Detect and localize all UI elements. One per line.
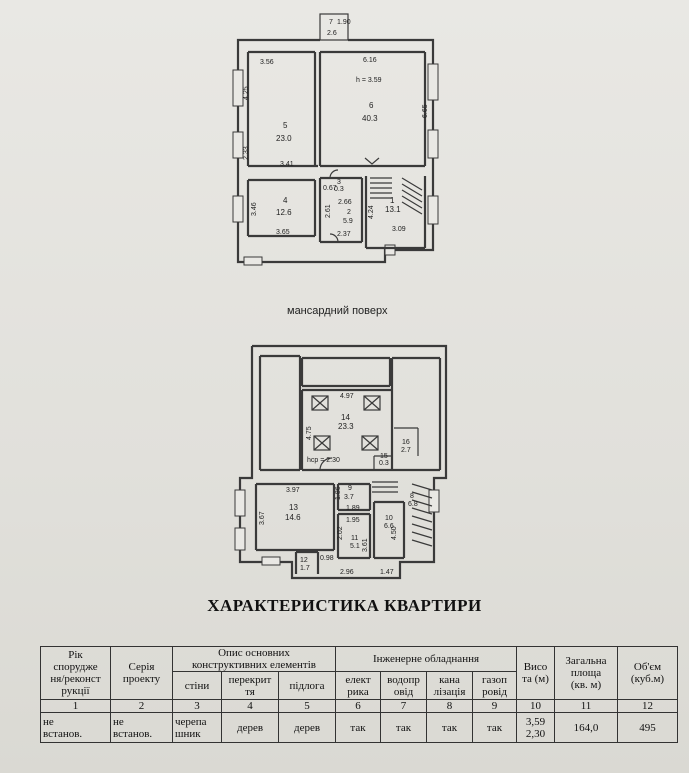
svg-text:4.97: 4.97 <box>340 393 354 400</box>
header-engineering: Інженерне обладнання <box>336 647 517 672</box>
svg-text:0.67: 0.67 <box>323 185 337 192</box>
svg-text:13.1: 13.1 <box>385 205 401 214</box>
svg-text:3.67: 3.67 <box>259 511 266 525</box>
svg-text:0.3: 0.3 <box>379 460 389 467</box>
svg-text:hср = 2.30: hср = 2.30 <box>307 457 340 464</box>
svg-text:2: 2 <box>347 209 351 216</box>
svg-text:2.37: 2.37 <box>337 231 351 238</box>
svg-text:3: 3 <box>337 179 341 186</box>
svg-text:4.75: 4.75 <box>306 426 313 440</box>
cell-ceiling: дерев <box>222 713 279 743</box>
col-num: 12 <box>618 700 678 713</box>
svg-text:1: 1 <box>390 196 395 205</box>
svg-text:1.86: 1.86 <box>335 486 342 500</box>
apartment-spec-table <box>40 646 678 743</box>
svg-text:16: 16 <box>402 439 410 446</box>
cell-gas: так <box>473 713 517 743</box>
svg-text:23.3: 23.3 <box>338 422 354 431</box>
header-walls: стіни <box>173 672 222 700</box>
header-gas: газоп ровід <box>473 672 517 700</box>
svg-text:40.3: 40.3 <box>362 114 378 123</box>
svg-text:0.3: 0.3 <box>334 186 344 193</box>
document-title: ХАРАКТЕРИСТИКА КВАРТИРИ <box>207 596 482 615</box>
header-area: Загальна площа (кв. м) <box>555 647 618 700</box>
svg-text:5.9: 5.9 <box>343 218 353 225</box>
svg-text:5.1: 5.1 <box>350 543 360 550</box>
col-num: 6 <box>336 700 381 713</box>
svg-text:3.56: 3.56 <box>260 59 274 66</box>
cell-height: 3,59 2,30 <box>517 713 555 743</box>
cell-walls: черепа шник <box>173 713 222 743</box>
svg-text:3.09: 3.09 <box>392 226 406 233</box>
svg-text:14.6: 14.6 <box>285 513 301 522</box>
col-num: 8 <box>427 700 473 713</box>
svg-text:14: 14 <box>341 413 350 422</box>
col-num: 3 <box>173 700 222 713</box>
svg-text:23.0: 23.0 <box>276 134 292 143</box>
svg-text:6.16: 6.16 <box>363 57 377 64</box>
floor-label: мансардний поверх <box>287 305 388 317</box>
col-num: 4 <box>222 700 279 713</box>
svg-text:1.95: 1.95 <box>346 517 360 524</box>
header-sewer: кана лізація <box>427 672 473 700</box>
attic-floor-plan <box>235 346 446 578</box>
svg-text:2.61: 2.61 <box>325 204 332 218</box>
svg-text:h = 3.59: h = 3.59 <box>356 77 382 84</box>
header-year: Рік спорудже ня/реконст рукції <box>41 647 111 700</box>
cell-series: не встанов. <box>111 713 173 743</box>
svg-text:4: 4 <box>283 196 288 205</box>
svg-text:6: 6 <box>369 101 374 110</box>
header-height: Висо та (м) <box>517 647 555 700</box>
col-num: 10 <box>517 700 555 713</box>
svg-text:2.66: 2.66 <box>338 199 352 206</box>
cell-volume: 495 <box>618 713 678 743</box>
svg-text:7: 7 <box>329 19 333 26</box>
svg-text:1.7: 1.7 <box>300 565 310 572</box>
svg-text:3.61: 3.61 <box>362 538 369 552</box>
svg-text:4.50: 4.50 <box>391 526 398 540</box>
header-description: Опис основних конструктивних елементів <box>173 647 336 672</box>
col-num: 5 <box>279 700 336 713</box>
cell-area: 164,0 <box>555 713 618 743</box>
col-num: 11 <box>555 700 618 713</box>
col-num: 7 <box>381 700 427 713</box>
svg-text:12: 12 <box>300 557 308 564</box>
upper-floor-plan <box>233 14 438 265</box>
svg-text:1.47: 1.47 <box>380 569 394 576</box>
svg-text:3.7: 3.7 <box>344 494 354 501</box>
svg-text:3.46: 3.46 <box>251 202 258 216</box>
header-electricity: елект рика <box>336 672 381 700</box>
svg-text:4.24: 4.24 <box>368 205 375 219</box>
svg-text:6.8: 6.8 <box>408 501 418 508</box>
svg-text:10: 10 <box>385 515 393 522</box>
header-volume: Об'єм (куб.м) <box>618 647 678 700</box>
svg-text:2.02: 2.02 <box>337 526 344 540</box>
svg-text:2.33: 2.33 <box>243 146 250 160</box>
column-numbers-row <box>41 700 678 713</box>
data-row <box>41 713 678 743</box>
svg-text:1.90: 1.90 <box>337 19 351 26</box>
svg-text:11: 11 <box>351 535 359 542</box>
svg-text:2.6: 2.6 <box>327 30 337 37</box>
svg-text:6.6: 6.6 <box>384 523 394 530</box>
svg-text:3.41: 3.41 <box>280 161 294 168</box>
svg-text:8: 8 <box>410 493 414 500</box>
cell-year: не встанов. <box>41 713 111 743</box>
svg-text:1.89: 1.89 <box>346 505 360 512</box>
svg-text:3.97: 3.97 <box>286 487 300 494</box>
col-num: 9 <box>473 700 517 713</box>
svg-text:4.25: 4.25 <box>243 86 250 100</box>
svg-text:12.6: 12.6 <box>276 208 292 217</box>
col-num: 1 <box>41 700 111 713</box>
cell-floor: дерев <box>279 713 336 743</box>
svg-text:13: 13 <box>289 503 298 512</box>
header-water: водопр овід <box>381 672 427 700</box>
cell-sewer: так <box>427 713 473 743</box>
col-num: 2 <box>111 700 173 713</box>
cell-water: так <box>381 713 427 743</box>
svg-text:15: 15 <box>380 453 388 460</box>
svg-text:2.96: 2.96 <box>340 569 354 576</box>
svg-text:3.65: 3.65 <box>276 229 290 236</box>
header-series: Серія проекту <box>111 647 173 700</box>
svg-text:2.7: 2.7 <box>401 447 411 454</box>
header-ceiling: перекрит тя <box>222 672 279 700</box>
header-floor: підлога <box>279 672 336 700</box>
svg-text:0.98: 0.98 <box>320 555 334 562</box>
svg-text:5: 5 <box>283 121 288 130</box>
cell-electricity: так <box>336 713 381 743</box>
svg-text:6.65: 6.65 <box>422 104 429 118</box>
svg-text:9: 9 <box>348 485 352 492</box>
